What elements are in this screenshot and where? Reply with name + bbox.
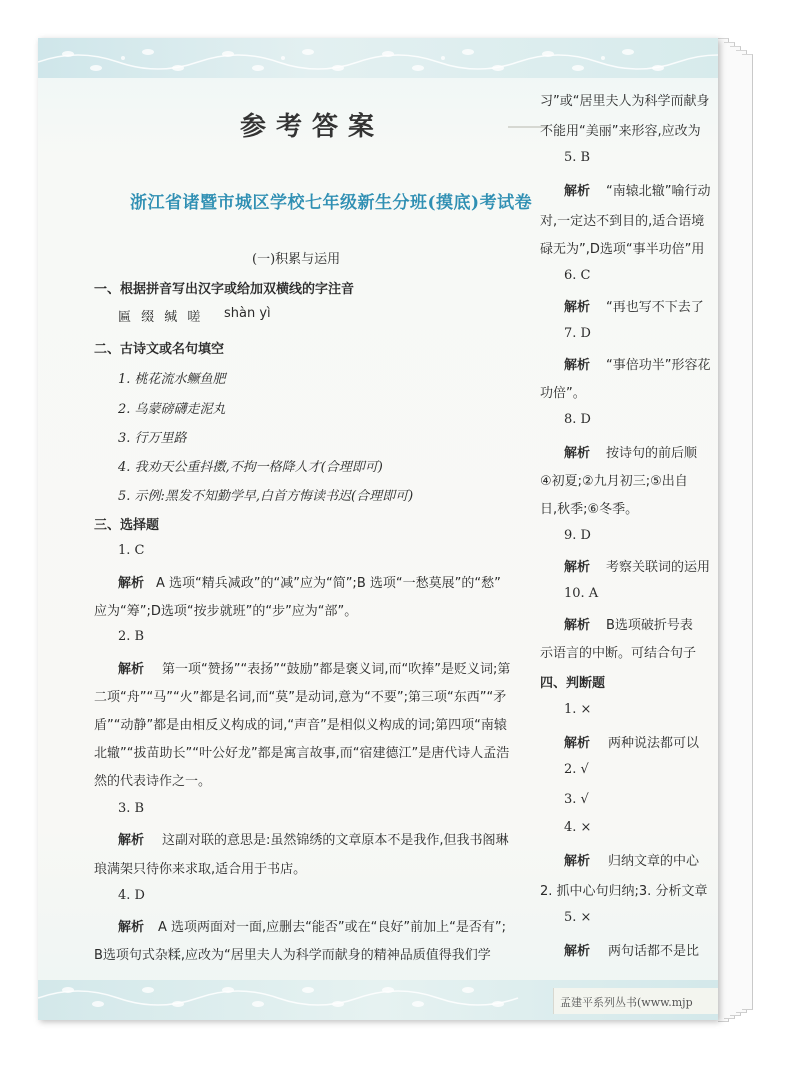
analysis-text: 这副对联的意思是:虽然锦绣的文章原本不是我作,但我书阁琳 — [162, 833, 509, 848]
answer-number: 4. × — [564, 820, 592, 835]
analysis-label: 解析 — [564, 300, 591, 315]
answer-number: 8. D — [564, 412, 591, 427]
answer-number: 1. C — [118, 543, 145, 558]
analysis-text: 日,秋季;⑥冬季。 — [540, 502, 639, 517]
list-item: 5. 示例:黑发不知勤学早,白首方悔读书迟(合理即可) — [118, 489, 414, 504]
exam-title: 浙江省诸暨市城区学校七年级新生分班(摸底)考试卷 — [130, 193, 533, 213]
analysis-label: 解析 — [118, 576, 145, 591]
analysis-text: 示语言的中断。可结合句子 — [540, 646, 697, 661]
page-stack-edges — [718, 38, 754, 1020]
answer-number: 1. × — [564, 702, 592, 717]
analysis-text: 考察关联词的运用 — [606, 560, 711, 575]
analysis-label: 解析 — [118, 920, 145, 935]
analysis-text: 二项“舟”“马”“火”都是名词,而“莫”是动词,意为“不要”;第三项“东西”“矛 — [94, 690, 507, 705]
analysis-text: 习”或“居里夫人为科学而献身 — [540, 94, 710, 109]
analysis-text: 第一项“赞扬”“表扬”“鼓励”都是褒义词,而“吹捧”是贬义词;第 — [162, 662, 511, 677]
analysis-text: 应为“筹”;D选项“按步就班”的“步”应为“部”。 — [94, 604, 358, 619]
section-heading: 二、古诗文或名句填空 — [94, 342, 225, 357]
analysis-label: 解析 — [564, 446, 591, 461]
analysis-label: 解析 — [564, 736, 591, 751]
answer-number: 3. √ — [564, 792, 589, 807]
analysis-text: 碌无为”,D选项“事半功倍”用 — [540, 242, 705, 257]
analysis-text: B选项破折号表 — [606, 618, 693, 633]
analysis-text: 归纳文章的中心 — [608, 854, 700, 869]
answer-number: 6. C — [564, 268, 591, 283]
analysis-text: 按诗句的前后顺 — [606, 446, 698, 461]
analysis-text: 北辙”“拔苗助长”“叶公好龙”都是寓言故事,而“宿建德江”是唐代诗人孟浩 — [94, 746, 510, 761]
analysis-text: “再也写不下去了 — [606, 300, 704, 315]
list-item: 3. 行万里路 — [118, 431, 187, 446]
answer-number: 5. × — [564, 910, 592, 925]
analysis-text: 盾”“动静”都是由相反义构成的词,“声音”是相似义构成的词;第四项“南辕 — [94, 718, 507, 733]
answer-pinyin: shàn yì — [224, 306, 271, 321]
analysis-label: 解析 — [564, 358, 591, 373]
analysis-label: 解析 — [564, 944, 591, 959]
analysis-text: A 选项两面对一面,应删去“能否”或在“良好”前加上“是否有”; — [158, 920, 506, 935]
analysis-text: 功倍”。 — [540, 386, 586, 401]
analysis-text: ④初夏;②九月初三;⑤出自 — [540, 474, 688, 489]
right-column — [534, 90, 718, 970]
list-item: 4. 我劝天公重抖擞,不拘一格降人才(合理即可) — [118, 460, 383, 475]
analysis-label: 解析 — [564, 184, 591, 199]
analysis-text: 不能用“美丽”来形容,应改为 — [540, 124, 701, 139]
analysis-text: “南辕北辙”喻行动 — [606, 184, 711, 199]
answer-number: 7. D — [564, 326, 591, 341]
section-heading: 三、选择题 — [94, 518, 160, 533]
answer-number: 4. D — [118, 888, 145, 903]
answer-number: 10. A — [564, 586, 599, 601]
analysis-text: “事倍功半”形容花 — [606, 358, 711, 373]
analysis-text: 然的代表诗作之一。 — [94, 774, 212, 789]
analysis-label: 解析 — [118, 833, 145, 848]
answer-number: 9. D — [564, 528, 591, 543]
answer-number: 3. B — [118, 801, 145, 816]
analysis-text: 两句话都不是比 — [608, 944, 700, 959]
section-heading: 一、根据拼音写出汉字或给加双横线的字注音 — [94, 282, 355, 297]
answer-characters: 匾 缀 缄 嗟 — [118, 310, 204, 325]
answer-number: 2. √ — [564, 762, 589, 777]
top-vine-decoration — [38, 40, 718, 80]
analysis-text: A 选项“精兵减政”的“减”应为“简”;B 选项“一愁莫展”的“愁” — [156, 576, 501, 591]
analysis-text: 两种说法都可以 — [608, 736, 700, 751]
analysis-text: 琅满架只待你来求取,适合用于书店。 — [94, 862, 307, 877]
answer-page — [38, 38, 718, 1020]
list-item: 1. 桃花流水鳜鱼肥 — [118, 372, 226, 387]
answer-number: 5. B — [564, 150, 591, 165]
analysis-label: 解析 — [564, 618, 591, 633]
analysis-text: B选项句式杂糅,应改为“居里夫人为科学而献身的精神品质值得我们学 — [94, 948, 491, 963]
section-heading: 四、判断题 — [540, 676, 606, 691]
footer-series: 孟建平系列丛书(www.mjp — [560, 996, 693, 1009]
page-title: 参考答案 — [240, 112, 385, 142]
analysis-label: 解析 — [564, 560, 591, 575]
analysis-label: 解析 — [564, 854, 591, 869]
section-subtitle: (一)积累与运用 — [252, 252, 341, 267]
analysis-text: 2. 抓中心句归纳;3. 分析文章 — [540, 884, 708, 899]
analysis-label: 解析 — [118, 662, 145, 677]
analysis-text: 对,一定达不到目的,适合语境 — [540, 214, 705, 229]
footer-strip — [553, 988, 718, 1014]
answer-number: 2. B — [118, 629, 145, 644]
list-item: 2. 乌蒙磅礴走泥丸 — [118, 402, 226, 417]
